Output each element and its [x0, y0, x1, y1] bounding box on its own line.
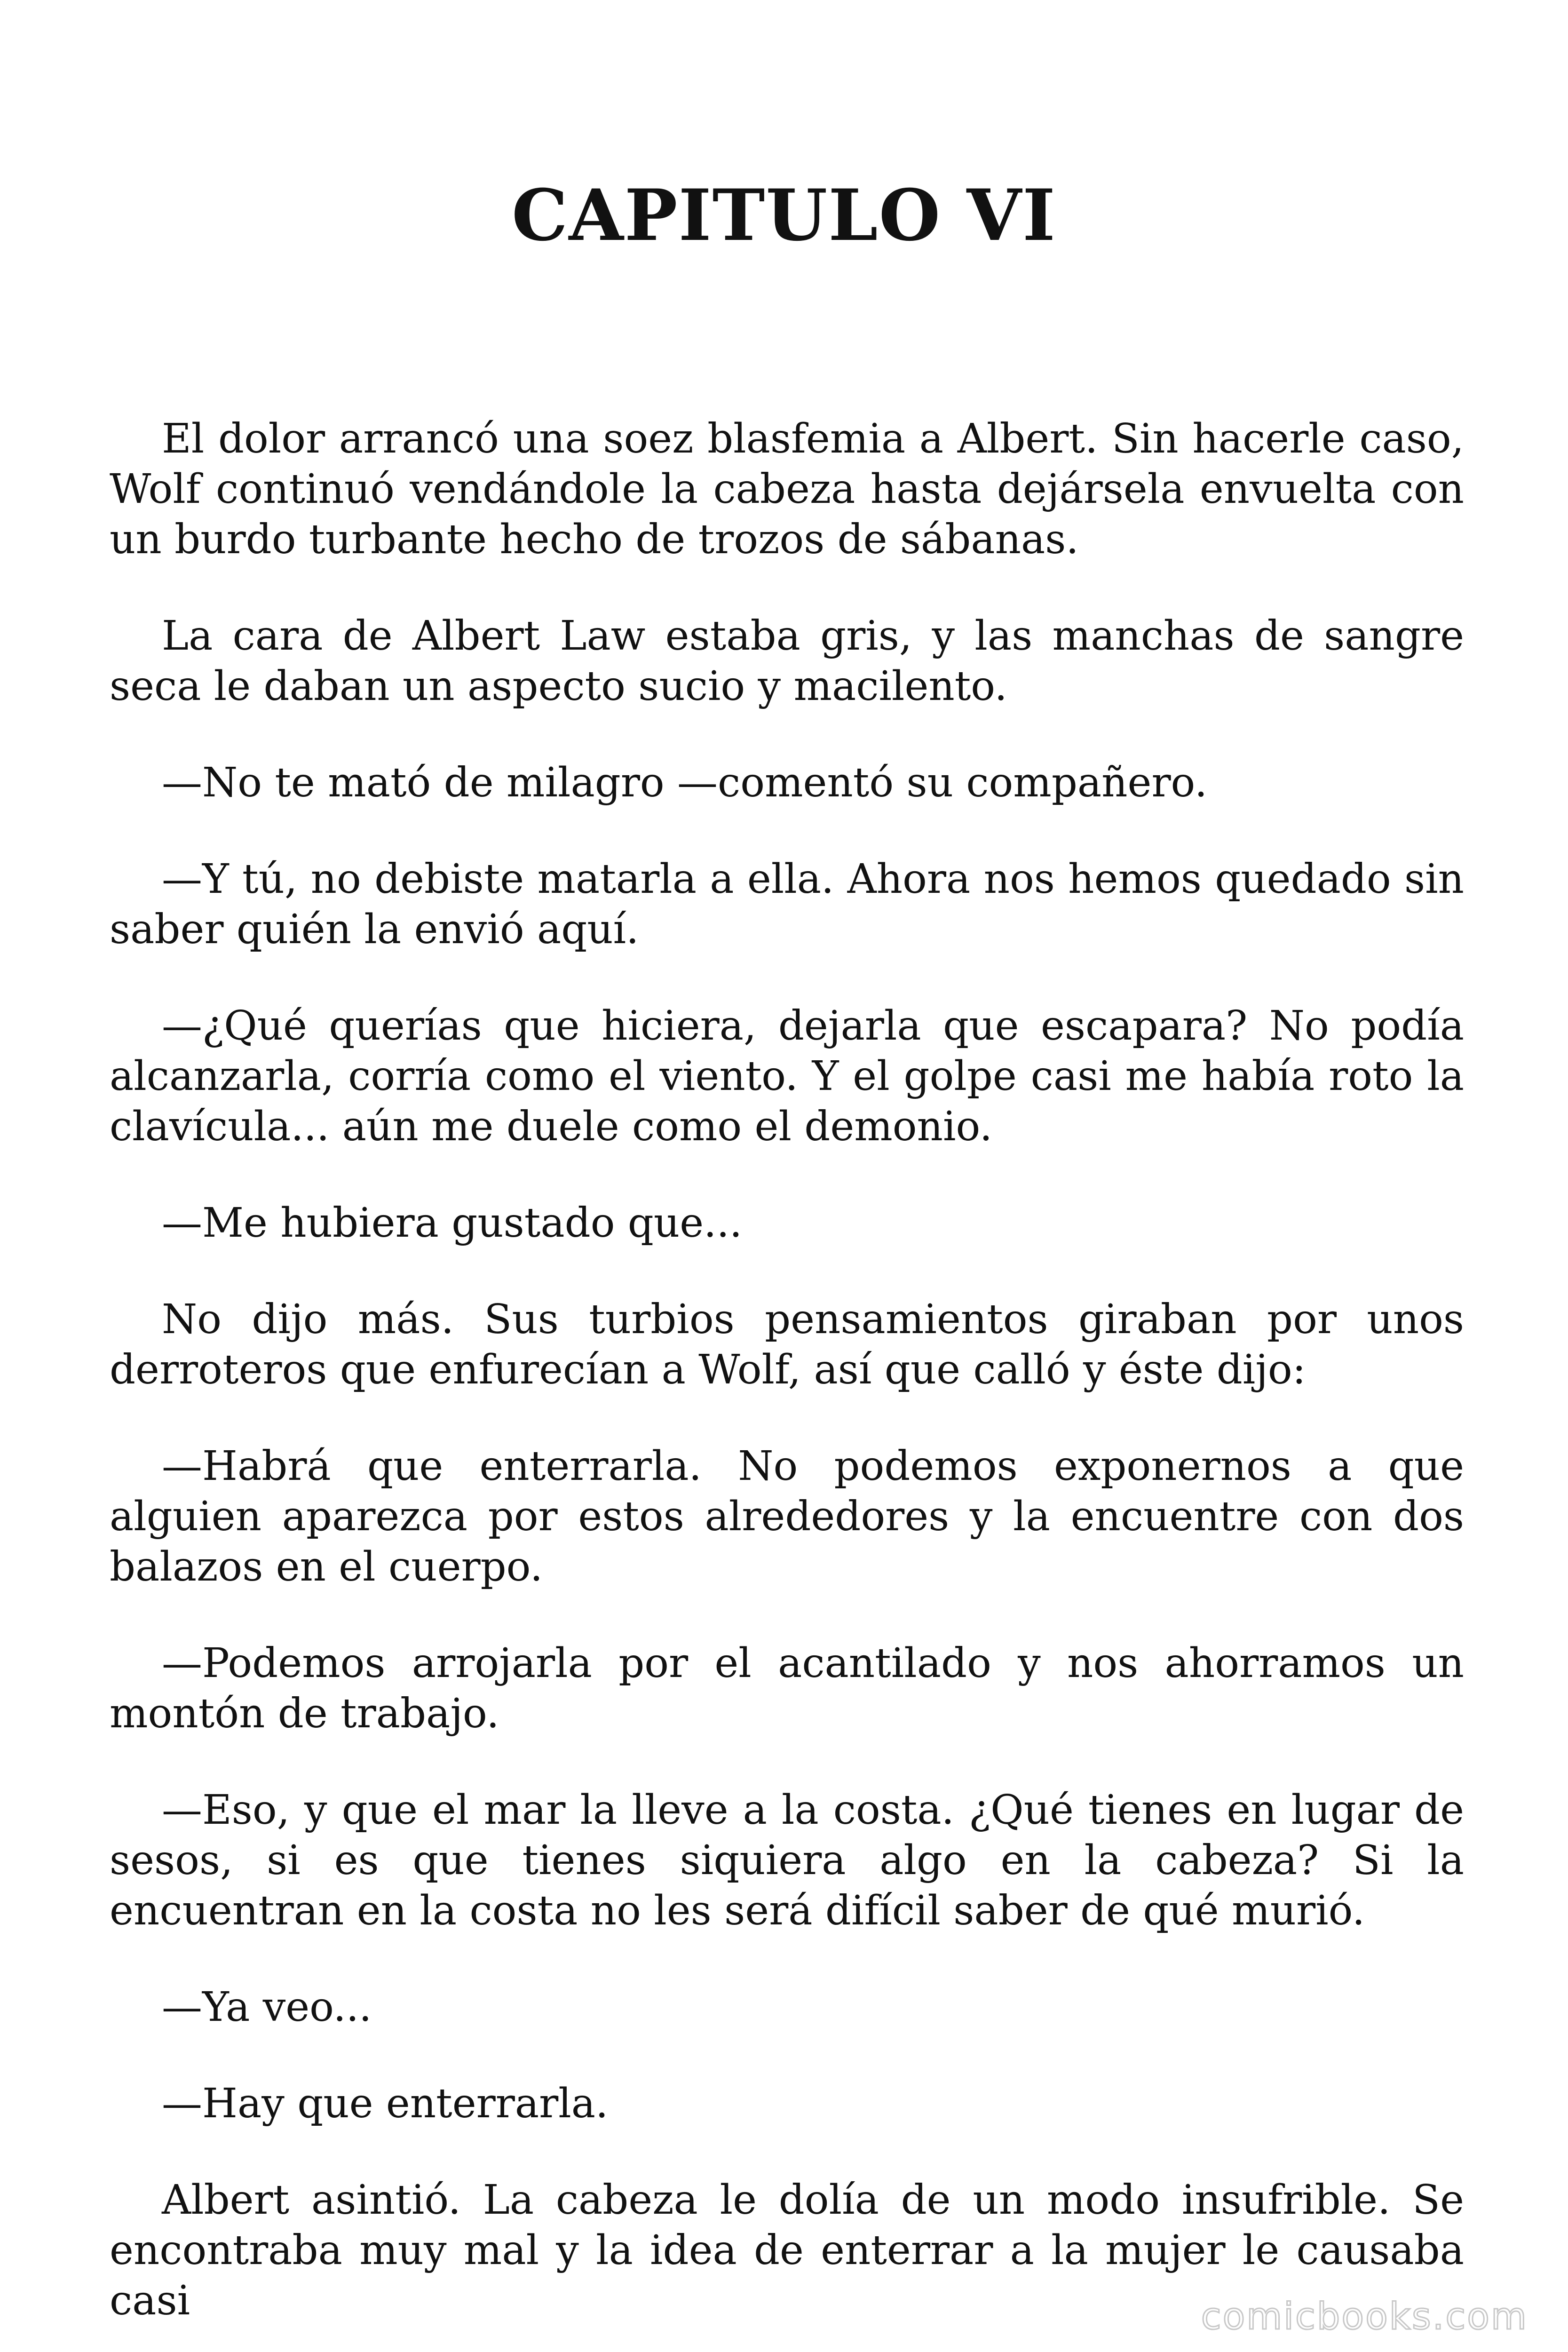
paragraph: —Podemos arrojarla por el acantilado y nos ahorramos un montón de trabajo.: [110, 1640, 1464, 1737]
paragraph: —Me hubiera gustado que...: [162, 1200, 743, 1247]
watermark: comicbooks.com: [1201, 2296, 1528, 2338]
paragraph: —¿Qué querías que hiciera, dejarla que escapara? No podía alcanzarla, corría como el viento. Y el golpe casi me había roto la clavícula... aún me duele como el demonio.: [110, 1002, 1464, 1150]
paragraph: —Eso, y que el mar la lleve a la costa. ¿Qué tienes en lugar de sesos, si es que tienes siquiera algo en la cabeza? Si la encuentran en la costa no les será difícil saber de qué murió.: [110, 1787, 1464, 1934]
paragraph: —Ya veo...: [162, 1984, 372, 2031]
paragraph: —Y tú, no debiste matarla a ella. Ahora nos hemos quedado sin saber quién la envió aquí.: [110, 856, 1464, 953]
paragraph: La cara de Albert Law estaba gris, y las manchas de sangre seca le daban un aspecto sucio y macilento.: [110, 612, 1464, 710]
paragraph: El dolor arrancó una soez blasfemia a Albert. Sin hacerle caso, Wolf continuó vendándole la cabeza hasta dejársela envuelta con un burdo turbante hecho de trozos de sábanas.: [110, 415, 1464, 563]
paragraph: Albert asintió. La cabeza le dolía de un modo insufrible. Se encontraba muy mal y la idea de enterrar a la mujer le causaba casi: [110, 2177, 1464, 2324]
chapter-body: [110, 414, 1464, 2352]
paragraph: —No te mató de milagro —comentó su compañero.: [162, 759, 1208, 806]
paragraph: —Hay que enterrarla.: [162, 2080, 609, 2127]
chapter-title: CAPITULO VI: [511, 174, 1057, 257]
paragraph: —Habrá que enterrarla. No podemos exponernos a que alguien aparezca por estos alrededores y la encuentre con dos balazos en el cuerpo.: [110, 1443, 1464, 1590]
paragraph: No dijo más. Sus turbios pensamientos giraban por unos derroteros que enfurecían a Wolf, así que calló y éste dijo:: [110, 1296, 1464, 1393]
